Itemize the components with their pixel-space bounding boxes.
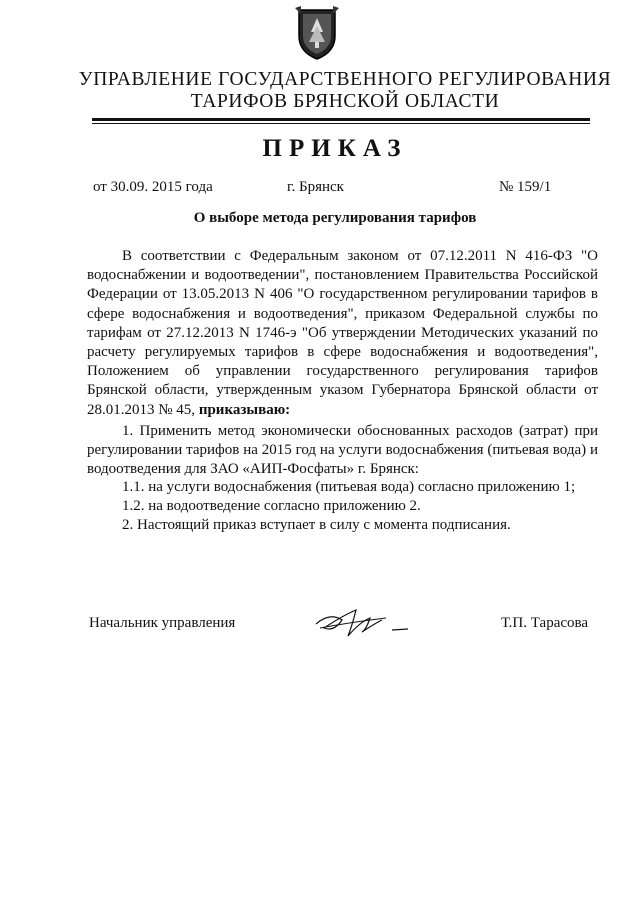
organization-name-line2: ТАРИФОВ БРЯНСКОЙ ОБЛАСТИ xyxy=(190,91,500,112)
preamble-text: В соответствии с Федеральным законом от 07.12.2011 N 416-ФЗ "О водоснабжении и водоотведении", постановлением Правительства Российской Федерации от 13.05.2013 N 406 "О государственном регулировании тарифов в сфере водоснабжения и водоотведения", приказом Федеральной службы по тарифам от 27.12.2013 N 1746-э "Об утверждении Методических указаний по расчету регулируемых тарифов в сфере водоснабжения и водоотведения", Положением об управлении государственного регулирования тарифов Брянской области, утвержденным указом Губернатора Брянской области от 28.01.2013 № 45, xyxy=(87,248,598,418)
preamble-order-word: приказываю: xyxy=(198,401,291,418)
order-item-1: 1. Применить метод экономически обоснованных расходов (затрат) при регулировании тарифов на 2015 год на услуги водоснабжения (питьевая вода) и водоотведения для ЗАО «АИП-Фосфаты» г. Брянск: xyxy=(87,423,598,478)
coat-of-arms-emblem xyxy=(293,6,341,62)
header-divider-thick xyxy=(92,118,590,121)
header-divider-thin xyxy=(92,123,590,124)
document-title: ПРИКАЗ xyxy=(262,135,408,162)
order-item-1-1: 1.1. на услуги водоснабжения (питьевая вода) согласно приложению 1; xyxy=(122,479,576,495)
document-city: г. Брянск xyxy=(287,179,344,195)
document-subject: О выборе метода регулирования тарифов xyxy=(193,210,477,226)
preamble-paragraph xyxy=(87,247,598,420)
order-item-2: 2. Настоящий приказ вступает в силу с момента подписания. xyxy=(122,517,511,533)
document-number: № 159/1 xyxy=(499,179,552,195)
organization-name-line1: УПРАВЛЕНИЕ ГОСУДАРСТВЕННОГО РЕГУЛИРОВАНИЯ xyxy=(78,69,612,90)
signatory-name: Т.П. Тарасова xyxy=(501,615,589,631)
document-date: от 30.09. 2015 года xyxy=(93,179,213,195)
handwritten-signature xyxy=(312,602,412,642)
signatory-position: Начальник управления xyxy=(89,615,236,631)
order-item-1-2: 1.2. на водоотведение согласно приложению 2. xyxy=(122,498,421,514)
